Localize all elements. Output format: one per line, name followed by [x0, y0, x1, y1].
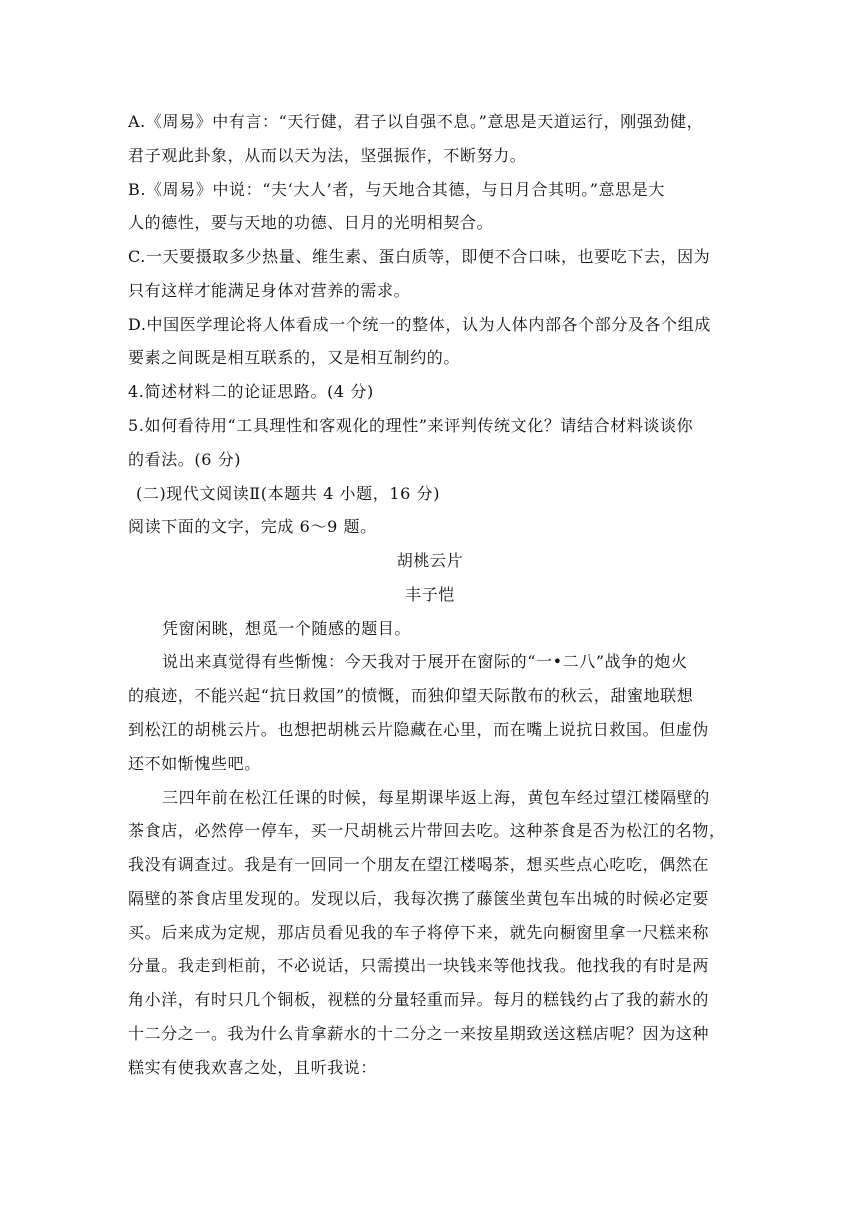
- reading-instruction: 阅读下面的文字，完成 6～9 题。: [128, 517, 377, 536]
- paragraph-3-line-4: 隔壁的茶食店里发现的。发现以后，我每次携了藤箧坐黄包车出城的时候必定要: [128, 889, 710, 908]
- option-c-line-1: C.一天要摄取多少热量、维生素、蛋白质等，即便不合口味，也要吃下去，因为: [128, 247, 711, 266]
- paragraph-3-line-9: 糕实有使我欢喜之处，且听我说：: [128, 1058, 378, 1077]
- question-5-line-2: 的看法。(6 分): [128, 450, 242, 469]
- article-author: 丰子恺: [405, 585, 455, 604]
- option-a-line-2: 君子观此卦象，从而以天为法，坚强振作，不断努力。: [128, 146, 527, 165]
- option-a-line-1: A.《周易》中有言：“天行健，君子以自强不息。”意思是天道运行，刚强劲健，: [128, 112, 704, 131]
- paragraph-3-line-5: 买。后来成为定规，那店员看见我的车子将停下来，就先向橱窗里拿一尺糕来称: [128, 923, 710, 942]
- option-b-line-1: B.《周易》中说：“夫‘大人’者，与天地合其德，与日月合其明。”意思是大: [128, 180, 665, 199]
- paragraph-3-line-2: 茶食店，必然停一停车，买一尺胡桃云片带回去吃。这种茶食是否为松江的名物，: [128, 821, 726, 840]
- paragraph-3-line-7: 角小洋，有时只几个铜板，视糕的分量轻重而异。每月的糕钱约占了我的薪水的: [128, 990, 710, 1009]
- question-5-line-1: 5.如何看待用“工具理性和客观化的理性”来评判传统文化？请结合材料谈谈你: [128, 416, 694, 435]
- section-heading: (二)现代文阅读Ⅱ(本题共 4 小题，16 分): [136, 484, 441, 503]
- paragraph-2-line-1: 说出来真觉得有些惭愧：今天我对于展开在窗际的“一•二八”战争的炮火: [162, 652, 688, 671]
- paragraph-2-line-3: 到松江的胡桃云片。也想把胡桃云片隐藏在心里，而在嘴上说抗日救国。但虚伪: [128, 720, 710, 739]
- option-b-line-2: 人的德性，要与天地的功德、日月的光明相契合。: [128, 213, 494, 232]
- paragraph-3-line-1: 三四年前在松江任课的时候，每星期课毕返上海，黄包车经过望江楼隔壁的: [162, 788, 710, 807]
- option-d-line-2: 要素之间既是相互联系的，又是相互制约的。: [128, 348, 461, 367]
- paragraph-1: 凭窗闲眺，想觅一个随感的题目。: [162, 619, 412, 638]
- paragraph-3-line-6: 分量。我走到柜前，不必说话，只需摸出一块钱来等他找我。他找我的有时是两: [128, 956, 710, 975]
- option-c-line-2: 只有这样才能满足身体对营养的需求。: [128, 281, 411, 300]
- paragraph-3-line-3: 我没有调查过。我是有一回同一个朋友在望江楼喝茶，想买些点心吃吃，偶然在: [128, 855, 710, 874]
- question-4: 4.简述材料二的论证思路。(4 分): [128, 382, 374, 401]
- option-d-line-1: D.中国医学理论将人体看成一个统一的整体，认为人体内部各个部分及各个组成: [128, 315, 711, 334]
- paragraph-2-line-4: 还不如惭愧些吧。: [128, 754, 261, 773]
- paragraph-2-line-2: 的痕迹，不能兴起“抗日救国”的愤慨，而独仰望天际散布的秋云，甜蜜地联想: [128, 686, 694, 705]
- article-title: 胡桃云片: [396, 551, 464, 570]
- paragraph-3-line-8: 十二分之一。我为什么肯拿薪水的十二分之一来按星期致送这糕店呢？因为这种: [128, 1024, 710, 1043]
